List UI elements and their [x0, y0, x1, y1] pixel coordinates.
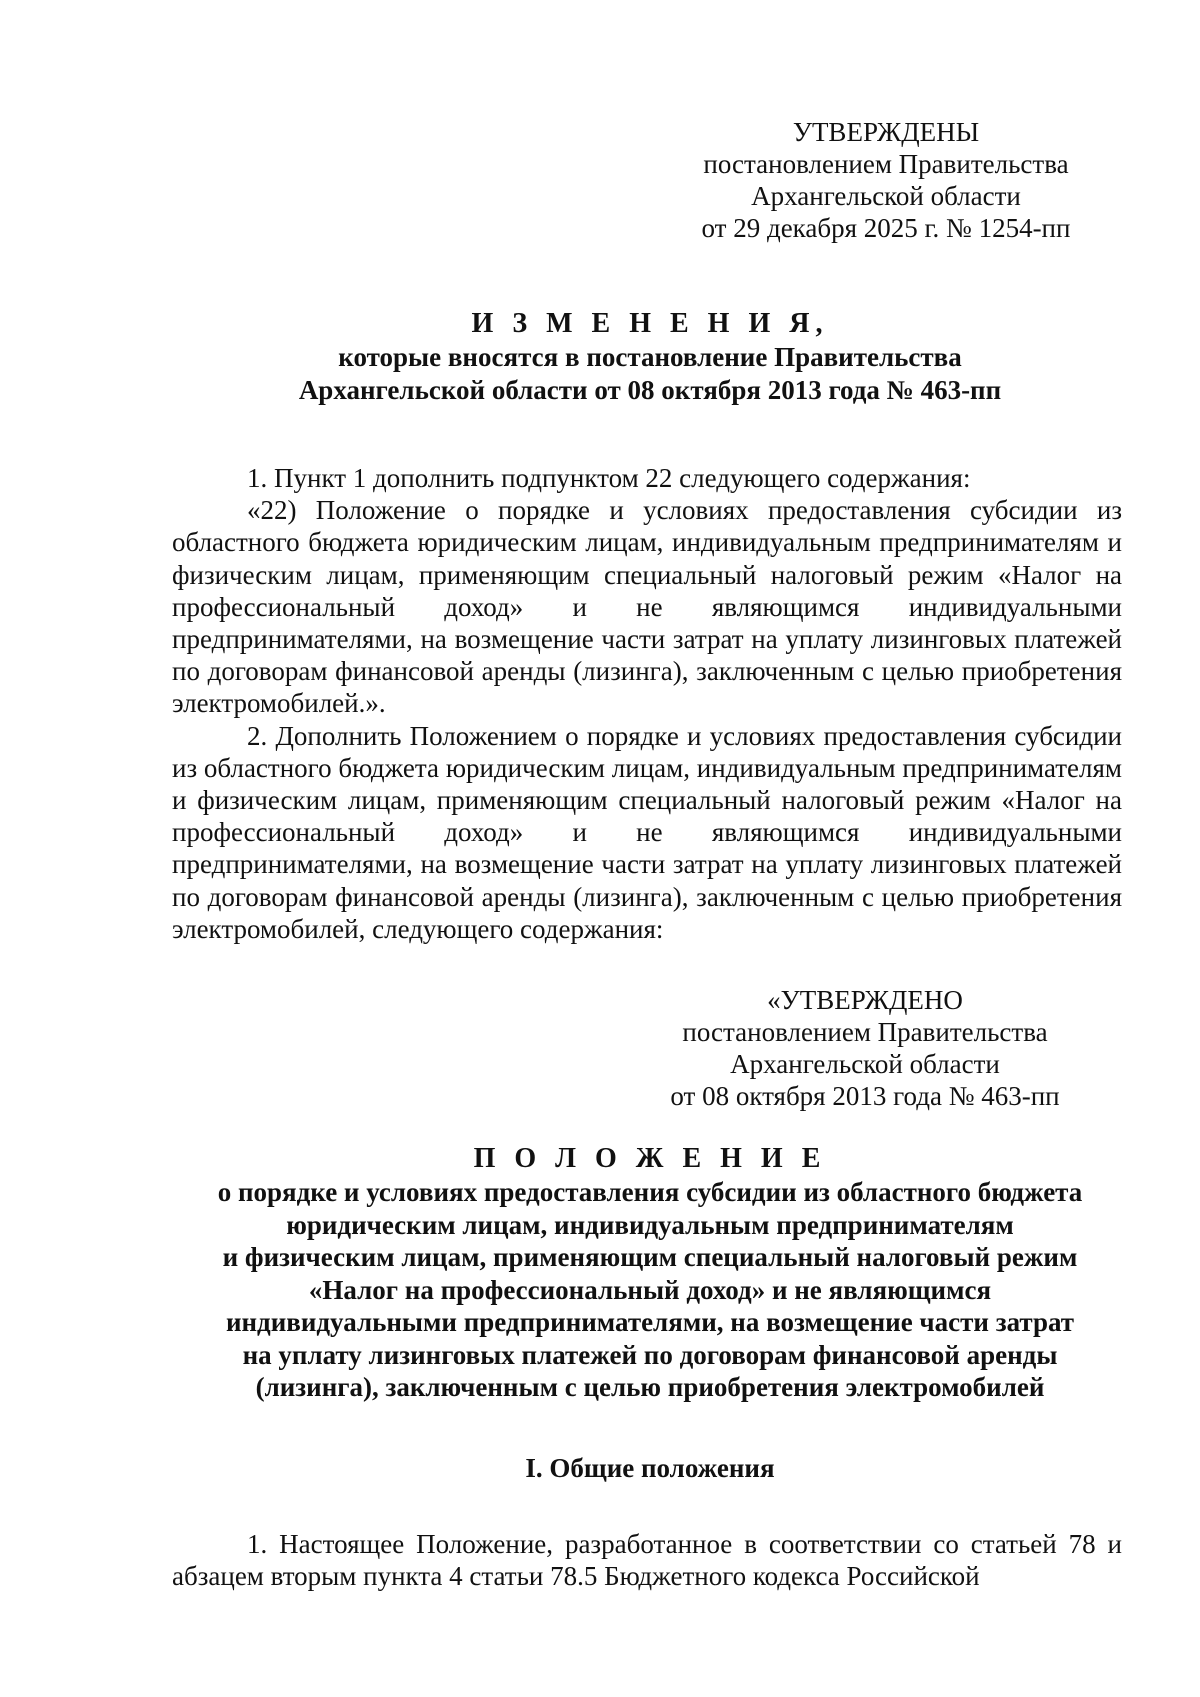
approval-line: Архангельской области: [730, 1049, 1000, 1079]
section-body: [172, 1528, 1122, 1592]
polozhenie-subtitle-line: и физическим лицам, применяющим специальный налоговый режим: [222, 1242, 1078, 1272]
polozhenie-subtitle-line: на уплату лизинговых платежей по договорам финансовой аренды: [242, 1339, 1058, 1370]
approval-date: от 08 октября 2013 года № 463-пп: [670, 1081, 1060, 1111]
approval-title: УТВЕРЖДЕНЫ: [792, 117, 980, 147]
changes-heading: [170, 307, 1130, 406]
paragraph: 2. Дополнить Положением о порядке и условиях предоставления субсидии из областного бюджета юридическим лицам, индивидуальным предпринимателям и физическим лицам, применяющим специальный налоговый режим «Налог на профессиональный доход» и не являющимся индивидуальными предпринимателями, на возмещение части затрат на уплату лизинговых платежей по договорам финансовой аренды (лизинга), заключенным с целью приобретения электромобилей, следующего содержания:: [172, 720, 1122, 944]
section-title: I. Общие положения: [525, 1453, 775, 1483]
paragraph: 1. Настоящее Положение, разработанное в соответствии со статьей 78 и абзацем вторым пункта 4 статьи 78.5 Бюджетного кодекса Российской: [172, 1529, 1122, 1592]
approval-block: [686, 116, 1086, 244]
polozhenie-heading: [170, 1142, 1130, 1404]
approval-block: [665, 984, 1065, 1112]
changes-title: И З М Е Н Е Н И Я,: [471, 308, 829, 339]
approval-line: постановлением Правительства: [703, 149, 1069, 179]
approval-line: постановлением Правительства: [682, 1017, 1048, 1047]
changes-body: [172, 462, 1122, 945]
paragraph: «22) Положение о порядке и условиях предоставления субсидии из областного бюджета юридическим лицам, индивидуальным предпринимателям и физическим лицам, применяющим специальный налоговый режим «Налог на профессиональный доход» и не являющимся индивидуальными предпринимателями, на возмещение части затрат на уплату лизинговых платежей по договорам финансовой аренды (лизинга), заключенным с целью приобретения электромобилей.».: [172, 495, 1122, 719]
polozhenie-title: П О Л О Ж Е Н И Е: [473, 1143, 827, 1174]
approval-date: от 29 декабря 2025 г. № 1254-пп: [701, 213, 1071, 243]
polozhenie-subtitle-line: юридическим лицам, индивидуальным предпринимателям: [286, 1209, 1014, 1240]
approval-line: Архангельской области: [751, 181, 1021, 211]
polozhenie-subtitle-line: о порядке и условиях предоставления субсидии из областного бюджета: [217, 1177, 1083, 1207]
changes-subtitle-line: которые вносятся в постановление Правительства: [338, 342, 962, 372]
polozhenie-subtitle-line: «Налог на профессиональный доход» и не являющимся: [308, 1274, 992, 1305]
paragraph: 1. Пункт 1 дополнить подпунктом 22 следующего содержания:: [247, 463, 971, 493]
polozhenie-subtitle-line: индивидуальными предпринимателями, на возмещение части затрат: [225, 1307, 1075, 1337]
changes-subtitle-line: Архангельской области от 08 октября 2013 года № 463-пп: [298, 374, 1002, 405]
approval-title: «УТВЕРЖДЕНО: [767, 985, 963, 1015]
polozhenie-subtitle-line: (лизинга), заключенным с целью приобретения электромобилей: [255, 1372, 1045, 1402]
